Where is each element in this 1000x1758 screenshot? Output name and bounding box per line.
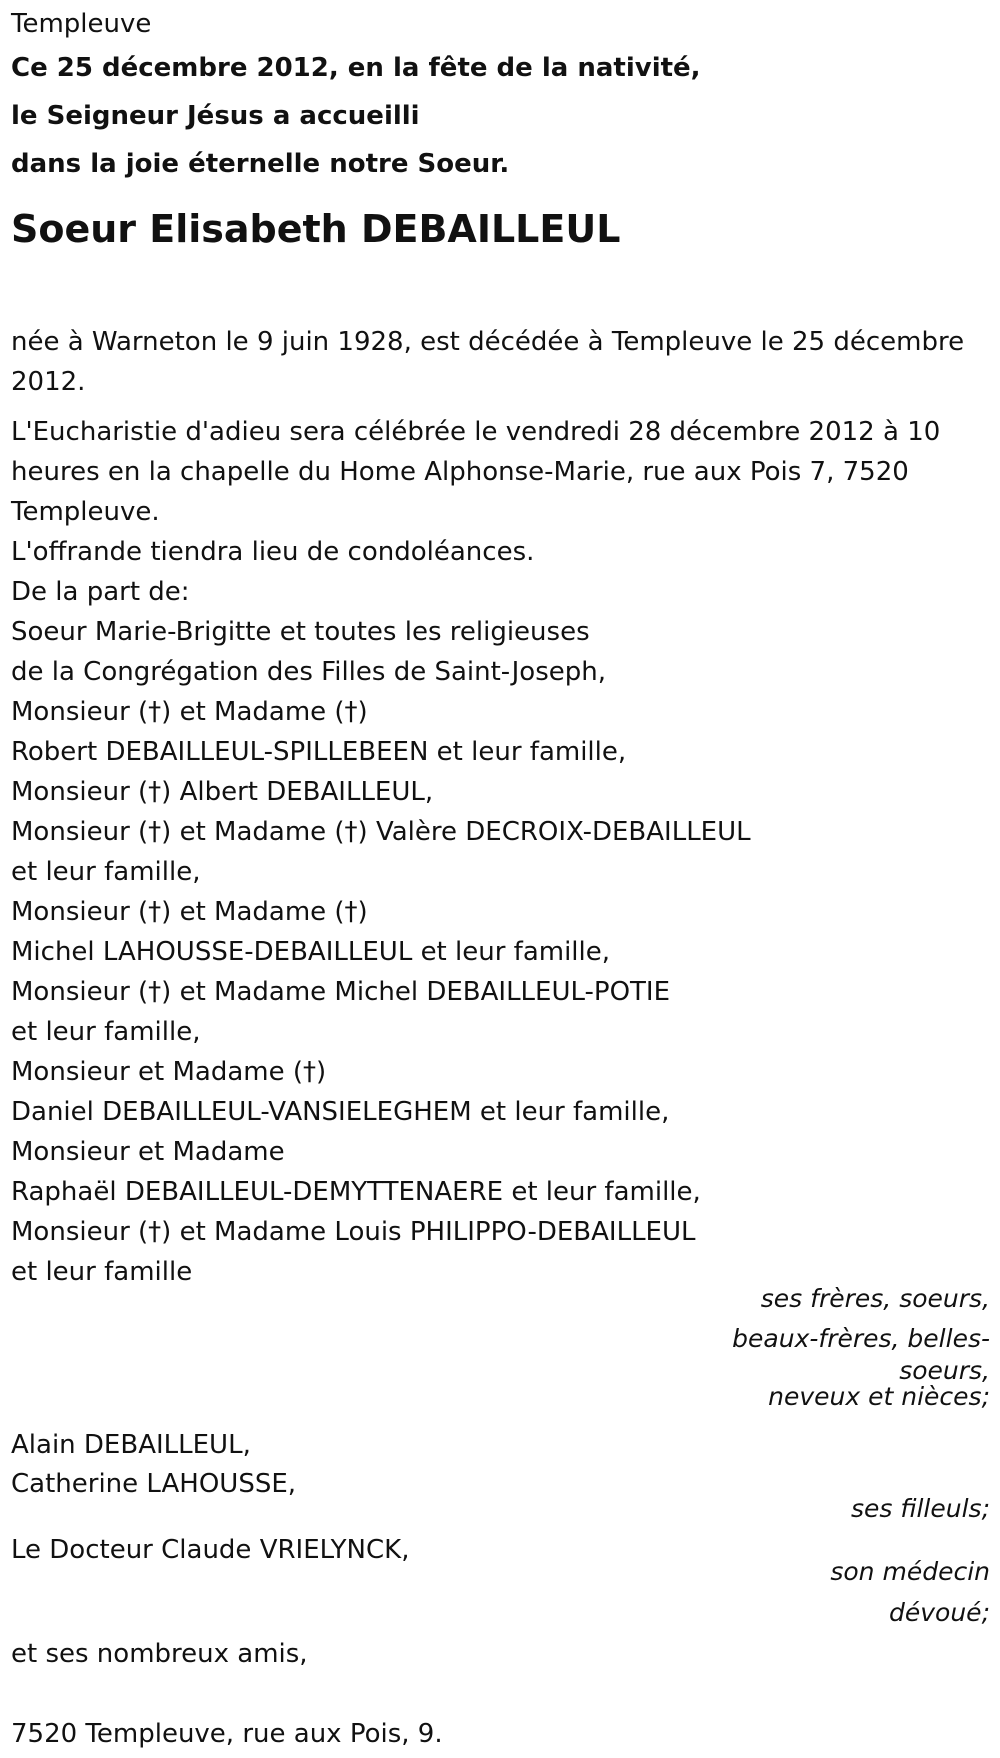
family-line: Monsieur (†) Albert DEBAILLEUL,: [11, 777, 434, 807]
family-role-line-3: soeurs,: [899, 1356, 990, 1385]
family-line: Monsieur (†) et Madame Michel DEBAILLEUL-POTIE: [11, 977, 671, 1007]
friends-text: et ses nombreux amis,: [11, 1639, 308, 1669]
family-line: Daniel DEBAILLEUL-VANSIELEGHEM et leur famille,: [11, 1097, 670, 1127]
godchild-name-2: Catherine LAHOUSSE,: [11, 1469, 297, 1499]
family-role-line-2: beaux-frères, belles-: [732, 1324, 990, 1353]
intro-line-2: le Seigneur Jésus a accueilli: [11, 101, 420, 131]
address-text: 7520 Templeuve, rue aux Pois, 9.: [11, 1719, 443, 1749]
place-heading: Templeuve: [11, 9, 152, 39]
family-line: Monsieur (†) et Madame (†) Valère DECROIX-DEBAILLEUL: [11, 817, 751, 847]
family-line: Soeur Marie-Brigitte et toutes les religieuses: [11, 617, 590, 647]
deceased-name: Soeur Elisabeth DEBAILLEUL: [11, 207, 621, 251]
family-line: Monsieur (†) et Madame Louis PHILIPPO-DEBAILLEUL: [11, 1217, 696, 1247]
family-line: et leur famille: [11, 1257, 193, 1287]
offering-text: L'offrande tiendra lieu de condoléances.: [11, 537, 535, 567]
godchild-name-1: Alain DEBAILLEUL,: [11, 1430, 251, 1460]
family-role-line-1: ses frères, soeurs,: [760, 1284, 990, 1313]
family-line: et leur famille,: [11, 1017, 201, 1047]
ceremony-text: L'Eucharistie d'adieu sera célébrée le vendredi 28 décembre 2012 à 10 heures en la chapelle du Home Alphonse-Marie, rue aux Pois 7, 7520 Templeuve.: [11, 417, 941, 527]
family-role-line-4: neveux et nièces;: [768, 1382, 990, 1411]
family-line: Monsieur (†) et Madame (†): [11, 897, 368, 927]
birth-death-text: née à Warneton le 9 juin 1928, est décédée à Templeuve le 25 décembre 2012.: [11, 327, 965, 397]
intro-line-1: Ce 25 décembre 2012, en la fête de la nativité,: [11, 53, 701, 83]
doctor-role-line-1: son médecin: [830, 1557, 990, 1586]
from-label: De la part de:: [11, 577, 190, 607]
family-line: et leur famille,: [11, 857, 201, 887]
doctor-name: Le Docteur Claude VRIELYNCK,: [11, 1535, 410, 1565]
family-list: [11, 612, 751, 1292]
family-line: Monsieur et Madame: [11, 1137, 285, 1167]
family-line: Monsieur (†) et Madame (†): [11, 697, 368, 727]
family-line: Michel LAHOUSSE-DEBAILLEUL et leur famille,: [11, 937, 611, 967]
family-line: de la Congrégation des Filles de Saint-Joseph,: [11, 657, 606, 687]
doctor-role-line-2: dévoué;: [889, 1598, 990, 1627]
family-line: Raphaël DEBAILLEUL-DEMYTTENAERE et leur famille,: [11, 1177, 701, 1207]
family-line: Robert DEBAILLEUL-SPILLEBEEN et leur famille,: [11, 737, 627, 767]
godchildren-role: ses filleuls;: [850, 1494, 990, 1523]
intro-line-3: dans la joie éternelle notre Soeur.: [11, 149, 510, 179]
family-line: Monsieur et Madame (†): [11, 1057, 327, 1087]
